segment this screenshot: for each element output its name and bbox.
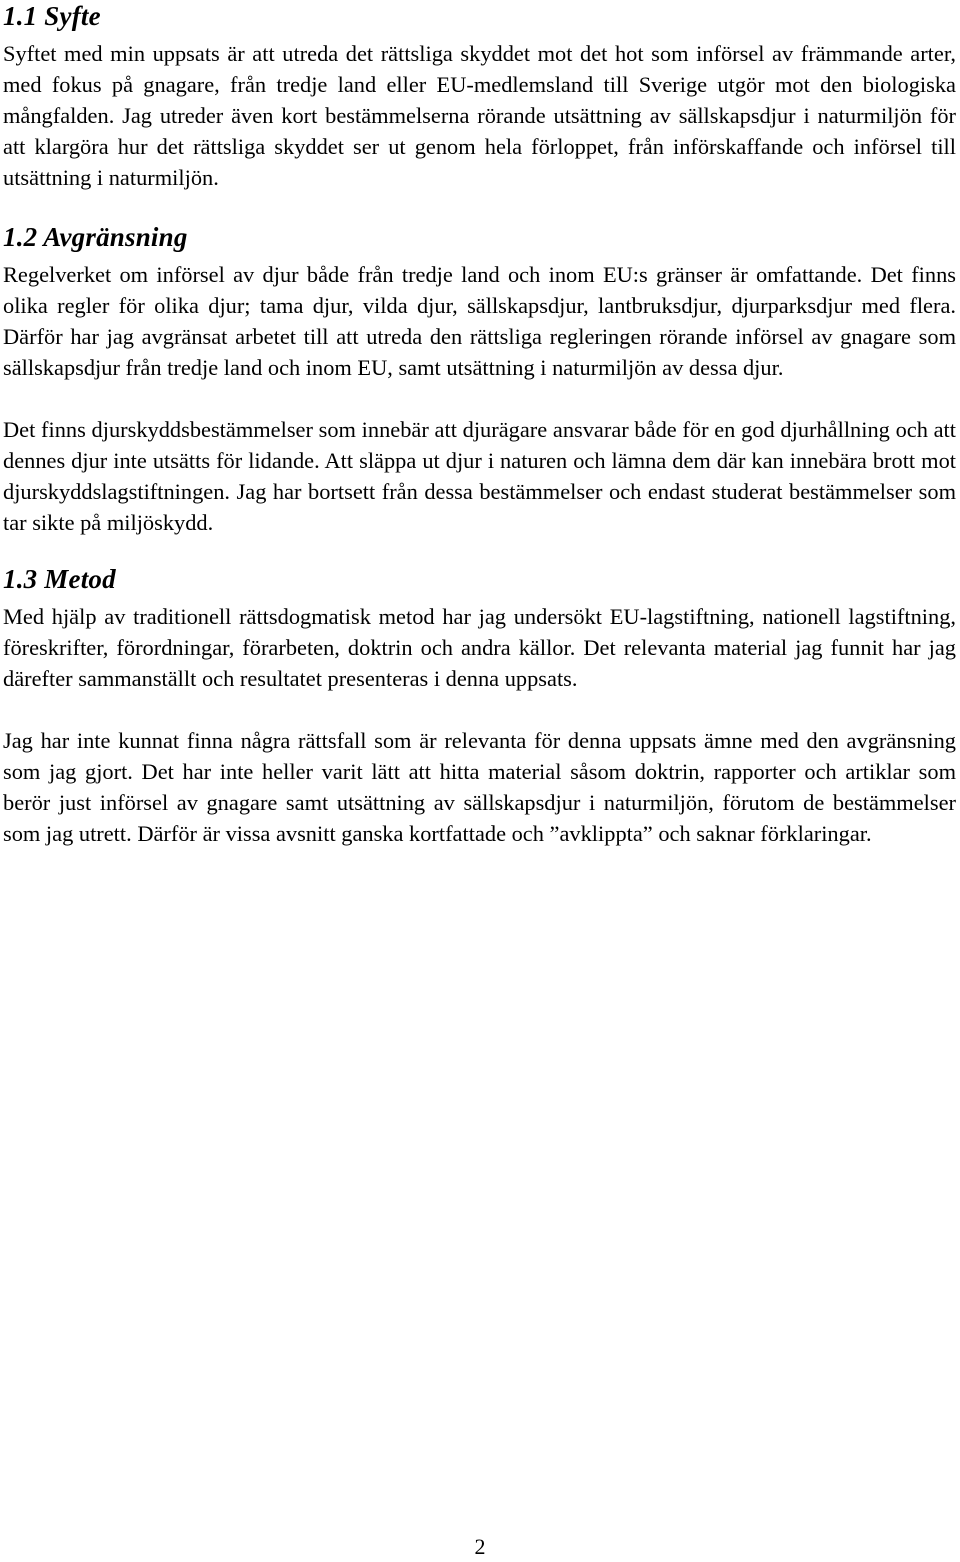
body-paragraph: Det finns djurskyddsbestämmelser som innebär att djurägare ansvarar både för en god djurhållning och att dennes djur inte utsätts för lidande. Att släppa ut djur i naturen och lämna dem där kan innebära brott mot djurskyddslagstiftningen. Jag har bortsett från dessa bestämmelser och endast studerat bestämmelser som tar sikte på miljöskydd.: [3, 417, 956, 535]
body-paragraph: Syftet med min uppsats är att utreda det rättsliga skyddet mot det hot som införsel av främmande arter, med fokus på gnagare, från tredje land eller EU-medlemsland till Sverige utgör mot den biologiska mångfalden. Jag utreder även kort bestämmelserna rörande utsättning av sällskapsdjur i naturmiljön för att klargöra hur det rättsliga skyddet ser ut genom hela förloppet, från införskaffande och införsel till utsättning i naturmiljön.: [3, 41, 956, 190]
page-number: 2: [474, 1534, 486, 1559]
section-syfte: [3, 0, 956, 193]
section-avgransning: [3, 221, 956, 538]
section-metod: [3, 563, 956, 849]
section-heading: 1.2 Avgränsning: [3, 222, 188, 252]
body-paragraph: Regelverket om införsel av djur både från tredje land och inom EU:s gränser är omfattande. Det finns olika regler för olika djur; tama djur, vilda djur, sällskapsdjur, lantbruksdjur, djurparksdjur med flera. Därför har jag avgränsat arbetet till att utreda den rättsliga regleringen rörande införsel av gnagare som sällskapsdjur från tredje land och inom EU, samt utsättning i naturmiljön av dessa djur.: [3, 262, 956, 380]
section-heading: 1.3 Metod: [3, 564, 116, 594]
document-body: [3, 0, 956, 849]
section-heading: 1.1 Syfte: [3, 1, 101, 31]
body-paragraph: Jag har inte kunnat finna några rättsfall som är relevanta för denna uppsats ämne med den avgränsning som jag gjort. Det har inte heller varit lätt att hitta material såsom doktrin, rapporter och artiklar som berör just införsel av gnagare samt utsättning av sällskapsdjur i naturmiljön, förutom de bestämmelser som jag utrett. Därför är vissa avsnitt ganska kortfattade och ”avklippta” och saknar förklaringar.: [3, 728, 956, 846]
body-paragraph: Med hjälp av traditionell rättsdogmatisk metod har jag undersökt EU-lagstiftning, nationell lagstiftning, föreskrifter, förordningar, förarbeten, doktrin och andra källor. Det relevanta material jag funnit har jag därefter sammanställt och resultatet presenteras i denna uppsats.: [3, 604, 956, 691]
